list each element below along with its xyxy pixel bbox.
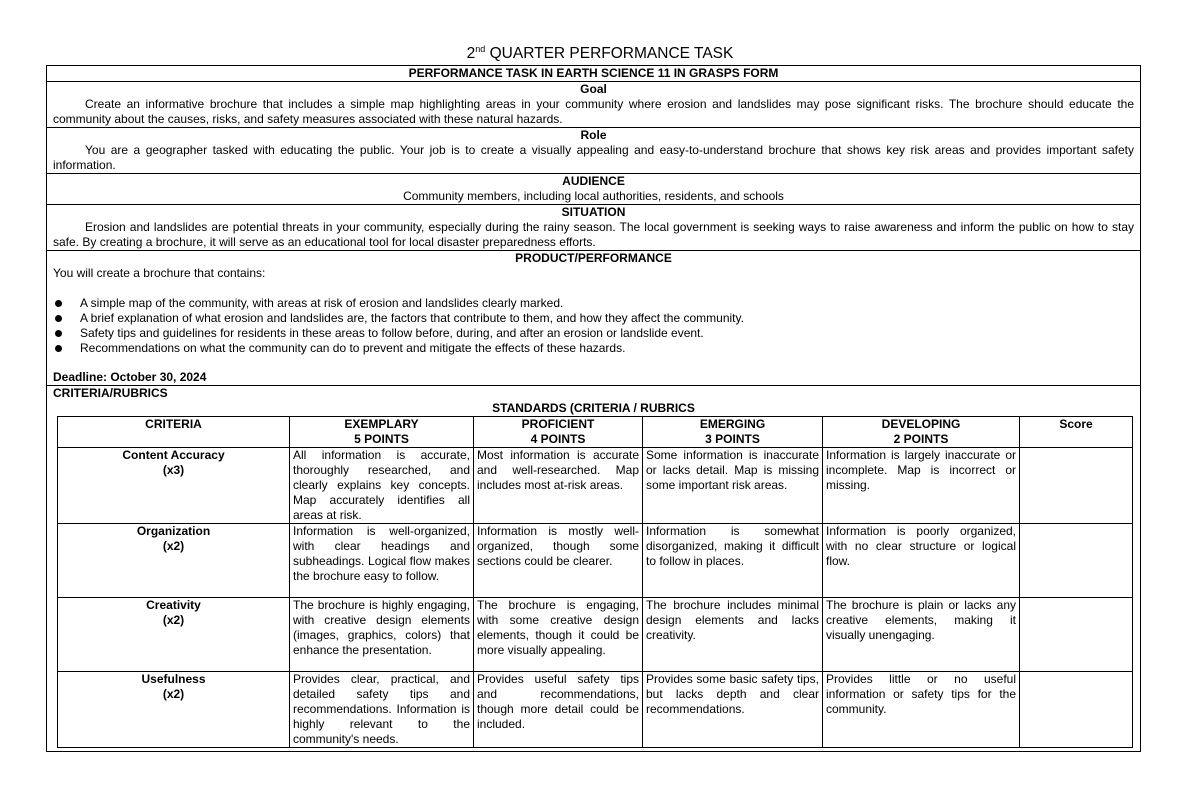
bullet-icon: [55, 315, 62, 322]
situation-section: [47, 205, 1141, 251]
developing-cell: Information is poorly organized, with no clear structure or logical flow.: [823, 524, 1020, 598]
header-criteria: CRITERIA: [58, 417, 290, 448]
bullet-icon: [55, 330, 62, 337]
product-intro: You will create a brochure that contains:: [53, 266, 266, 280]
title-superscript: nd: [475, 44, 486, 54]
score-cell: [1020, 598, 1133, 672]
table-header: PERFORMANCE TASK IN EARTH SCIENCE 11 IN GRASPS FORM: [47, 66, 1141, 82]
goal-text: Create an informative brochure that includes a simple map highlighting areas in your community where erosion and landslides may pose significant risks. The brochure should educate the community about the causes, risks, and safety measures associated with these natural hazards.: [53, 97, 1134, 126]
product-item-text: A brief explanation of what erosion and landslides are, the factors that contribute to them, and how they affect the community.: [80, 311, 744, 325]
score-cell: [1020, 448, 1133, 524]
situation-text: Erosion and landslides are potential threats in your community, especially during the rainy season. The local government is seeking ways to raise awareness and inform the public on how to stay safe. By creating a brochure, it will serve as an educational tool for local disaster preparedness efforts.: [53, 220, 1134, 249]
situation-heading: SITUATION: [561, 205, 626, 219]
developing-cell: The brochure is plain or lacks any creative elements, making it visually unengaging.: [823, 598, 1020, 672]
role-heading: Role: [580, 128, 607, 142]
emerging-cell: Provides some basic safety tips, but lacks depth and clear recommendations.: [643, 672, 823, 748]
audience-text: Community members, including local authorities, residents, and schools: [403, 189, 784, 203]
criterion-name: Creativity (x2): [58, 598, 290, 672]
proficient-cell: The brochure is engaging, with some creative design elements, though it could be more visually appealing.: [474, 598, 643, 672]
standards-label: STANDARDS (CRITERIA / RUBRICS: [492, 401, 695, 415]
table-row: [58, 598, 1133, 672]
page-title: [0, 45, 1200, 63]
criterion-name: Usefulness (x2): [58, 672, 290, 748]
emerging-cell: Information is somewhat disorganized, making it difficult to follow in places.: [643, 524, 823, 598]
title-prefix: 2: [466, 45, 476, 62]
product-item-text: Safety tips and guidelines for residents in these areas to follow before, during, and after an erosion or landslide event.: [80, 326, 704, 340]
proficient-cell: Provides useful safety tips and recommendations, though more detail could be included.: [474, 672, 643, 748]
product-item-text: Recommendations on what the community can do to prevent and mitigate the effects of these hazards.: [80, 341, 626, 355]
audience-section: [47, 174, 1141, 205]
role-section: [47, 128, 1141, 174]
list-item: [53, 296, 1134, 311]
list-item: [53, 311, 1134, 326]
exemplary-cell: Information is well-organized, with clear headings and subheadings. Logical flow makes the brochure easy to follow.: [290, 524, 474, 598]
header-emerging: EMERGING 3 POINTS: [643, 417, 823, 448]
product-list: [53, 296, 1134, 356]
criteria-label: CRITERIA/RUBRICS: [53, 386, 168, 400]
role-text: You are a geographer tasked with educating the public. Your job is to create a visually appealing and easy-to-understand brochure that shows key risk areas and provides important safety information.: [53, 143, 1134, 172]
table-row: [58, 672, 1133, 748]
list-item: [53, 326, 1134, 341]
score-cell: [1020, 524, 1133, 598]
header-score: Score: [1020, 417, 1133, 448]
proficient-cell: Information is mostly well-organized, though some sections could be clearer.: [474, 524, 643, 598]
list-item: [53, 341, 1134, 356]
criterion-name: Organization (x2): [58, 524, 290, 598]
criterion-name: Content Accuracy (x3): [58, 448, 290, 524]
proficient-cell: Most information is accurate and well-researched. Map includes most at-risk areas.: [474, 448, 643, 524]
table-row: [58, 448, 1133, 524]
exemplary-cell: All information is accurate, thoroughly researched, and clearly explains key concepts. Map accurately identifies all areas at risk.: [290, 448, 474, 524]
emerging-cell: Some information is inaccurate or lacks detail. Map is missing some important risk areas.: [643, 448, 823, 524]
developing-cell: Provides little or no useful information or safety tips for the community.: [823, 672, 1020, 748]
exemplary-cell: Provides clear, practical, and detailed safety tips and recommendations. Information is highly relevant to the community's needs.: [290, 672, 474, 748]
exemplary-cell: The brochure is highly engaging, with creative design elements (images, graphics, colors) that enhance the presentation.: [290, 598, 474, 672]
header-developing: DEVELOPING 2 POINTS: [823, 417, 1020, 448]
goal-section: [47, 82, 1141, 128]
product-heading: PRODUCT/PERFORMANCE: [515, 251, 672, 265]
header-exemplary: EXEMPLARY 5 POINTS: [290, 417, 474, 448]
header-proficient: PROFICIENT 4 POINTS: [474, 417, 643, 448]
rubric-header-row: [58, 417, 1133, 448]
score-cell: [1020, 672, 1133, 748]
title-rest: QUARTER PERFORMANCE TASK: [485, 45, 734, 62]
rubric-section: [47, 386, 1141, 752]
table-row: [58, 524, 1133, 598]
developing-cell: Information is largely inaccurate or incomplete. Map is incorrect or missing.: [823, 448, 1020, 524]
product-item-text: A simple map of the community, with areas at risk of erosion and landslides clearly marked.: [80, 296, 564, 310]
rubric-table: [57, 416, 1133, 748]
grasps-table: [46, 65, 1141, 752]
goal-heading: Goal: [580, 82, 607, 96]
product-section: [47, 251, 1141, 386]
audience-heading: AUDIENCE: [562, 174, 625, 188]
emerging-cell: The brochure includes minimal design elements and lacks creativity.: [643, 598, 823, 672]
deadline: Deadline: October 30, 2024: [53, 370, 207, 384]
bullet-icon: [55, 345, 62, 352]
bullet-icon: [55, 300, 62, 307]
